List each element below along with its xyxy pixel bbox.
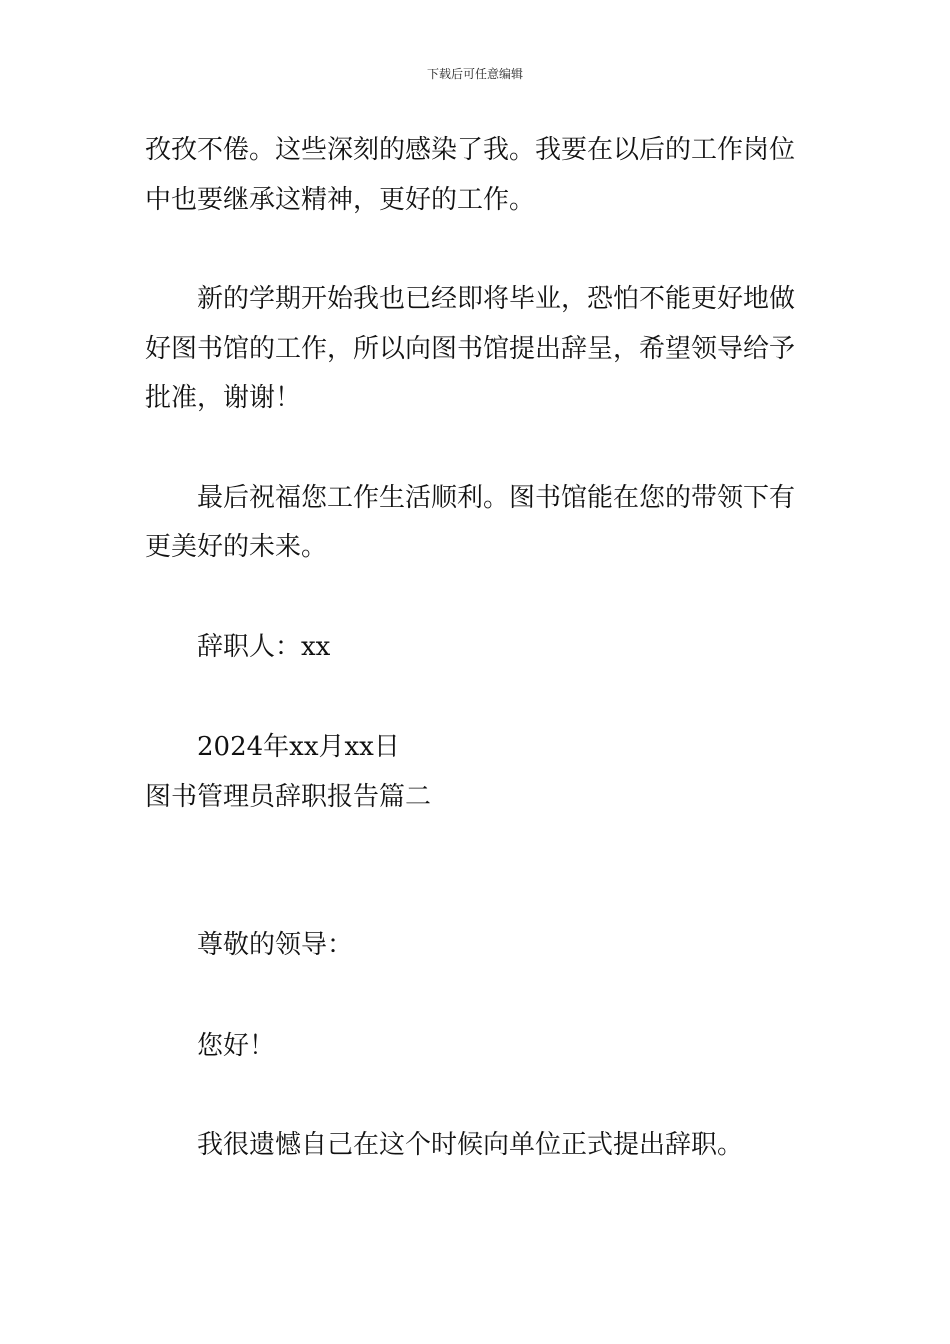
paragraph-line: 中也要继承这精神，更好的工作。	[145, 185, 536, 215]
salutation: 尊敬的领导：	[197, 930, 354, 960]
paragraph-line: 新的学期开始我也已经即将毕业，恐怕不能更好地做	[197, 284, 796, 314]
section-title: 图书管理员辞职报告篇二	[145, 782, 432, 812]
page-header: 下载后可任意编辑	[426, 67, 523, 81]
paragraph-line: 孜孜不倦。这些深刻的感染了我。我要在以后的工作岗位	[145, 135, 796, 165]
paragraph-line: 最后祝福您工作生活顺利。图书馆能在您的带领下有	[197, 483, 796, 513]
paragraph-line: 批准，谢谢！	[145, 383, 302, 413]
date-line: 2024年xx月xx日	[197, 732, 400, 762]
paragraph-line: 好图书馆的工作，所以向图书馆提出辞呈，希望领导给予	[145, 334, 796, 364]
greeting: 您好！	[197, 1031, 276, 1061]
paragraph-line: 我很遗憾自己在这个时候向单位正式提出辞职。	[197, 1130, 744, 1160]
paragraph-line: 更美好的未来。	[145, 532, 328, 562]
signature-line: 辞职人：xx	[197, 632, 331, 662]
